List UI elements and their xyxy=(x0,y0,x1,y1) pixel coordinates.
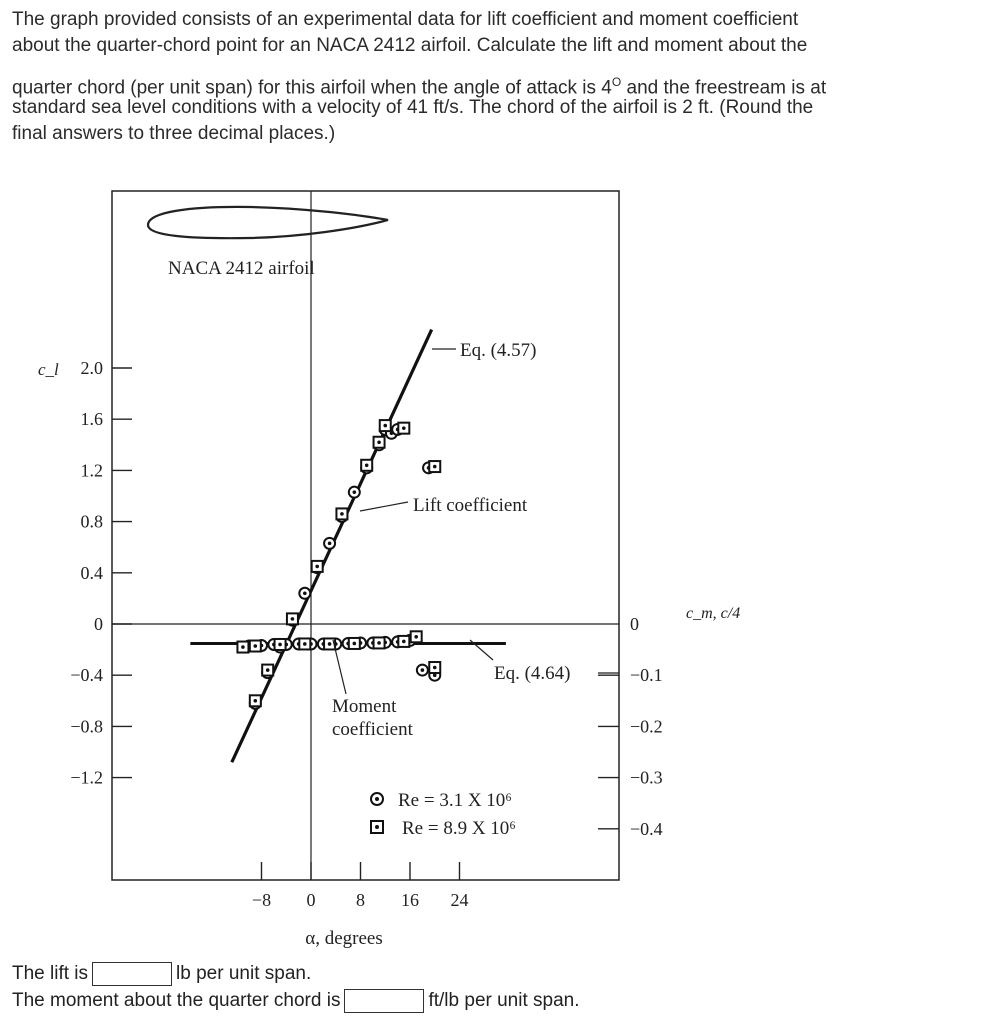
question-line-1: The graph provided consists of an experimental data for lift coefficient and moment coefficient xyxy=(12,9,799,30)
lift-eq-label: Eq. (4.57) xyxy=(460,340,537,361)
legend-marker-square xyxy=(371,821,383,833)
square-marker-cm xyxy=(374,637,385,648)
square-marker-cm xyxy=(429,662,440,673)
lift-answer-prefix: The lift is xyxy=(12,963,89,984)
plot-frame xyxy=(112,191,619,880)
left-axis-label: c_l xyxy=(38,360,59,379)
circle-marker-cl xyxy=(324,538,335,549)
lift-answer-input[interactable] xyxy=(92,962,172,986)
square-marker-cm xyxy=(275,639,286,650)
legend-label-re-8-9: Re = 8.9 X 10⁶ xyxy=(402,818,516,839)
question-line-3-main: quarter chord (per unit span) for this airfoil when the angle of attack is 4 xyxy=(12,77,612,99)
square-marker-cm xyxy=(237,642,248,653)
right-axis-label: c_m, c/4 xyxy=(686,605,741,622)
right-tick-label: −0.1 xyxy=(630,665,663,686)
chart-title: NACA 2412 airfoil xyxy=(168,258,315,279)
x-tick-label: 8 xyxy=(356,890,365,910)
moment-answer-prefix: The moment about the quarter chord is xyxy=(12,990,341,1011)
airfoil-shape xyxy=(148,207,388,238)
left-tick-label: 1.6 xyxy=(80,409,103,430)
square-marker-cm xyxy=(349,638,360,649)
square-marker-cl xyxy=(380,420,391,431)
moment-eq-label: Eq. (4.64) xyxy=(494,663,571,684)
moment-answer-input[interactable] xyxy=(344,989,424,1013)
question-line-2: about the quarter-chord point for an NACA 2412 airfoil. Calculate the lift and moment about the xyxy=(12,35,808,56)
moment-coefficient-label-1: Moment xyxy=(332,696,397,717)
right-tick-label: −0.3 xyxy=(630,767,663,788)
left-tick-label: 0.4 xyxy=(80,562,103,583)
lift-answer-row xyxy=(12,961,311,987)
x-tick-label: 16 xyxy=(401,890,419,910)
legend-label-re-3-1: Re = 3.1 X 10⁶ xyxy=(398,790,512,811)
square-marker-cm xyxy=(411,631,422,642)
question-line-4: standard sea level conditions with a velocity of 41 ft/s. The chord of the airfoil is 2 ft. (Round the xyxy=(12,97,814,118)
circle-marker-cm xyxy=(417,665,428,676)
circle-marker-cl xyxy=(349,487,360,498)
moment-coefficient-label-2: coefficient xyxy=(332,719,413,740)
question-line-5: final answers to three decimal places.) xyxy=(12,123,336,144)
left-tick-label: −0.4 xyxy=(70,665,103,686)
square-marker-cm xyxy=(299,638,310,649)
left-tick-label: 1.2 xyxy=(80,460,103,481)
moment-answer-suffix: ft/lb per unit span. xyxy=(428,990,580,1011)
square-marker-cl xyxy=(312,561,323,572)
x-tick-label: −8 xyxy=(251,890,272,910)
left-tick-label: 0 xyxy=(94,614,103,634)
left-tick-label: −0.8 xyxy=(70,716,103,737)
square-marker-cl xyxy=(429,461,440,472)
left-tick-label: 0.8 xyxy=(80,511,103,532)
lift-coefficient-leader xyxy=(360,502,408,511)
legend xyxy=(371,790,516,839)
square-marker-cl xyxy=(262,665,273,676)
square-marker-cm xyxy=(398,636,409,647)
x-axis-label: α, degrees xyxy=(305,928,383,949)
square-marker-cl xyxy=(250,695,261,706)
left-tick-label: 2.0 xyxy=(80,358,103,378)
right-axis-ticks xyxy=(598,614,663,839)
square-marker-cl xyxy=(374,437,385,448)
square-marker-cl xyxy=(336,508,347,519)
circle-marker-cl xyxy=(299,588,310,599)
legend-marker-circle xyxy=(371,793,383,805)
question-line-3-end: and the freestream is at xyxy=(621,77,827,99)
square-marker-cm xyxy=(250,641,261,652)
lift-answer-suffix: lb per unit span. xyxy=(176,963,312,984)
right-tick-label: 0 xyxy=(630,614,639,634)
left-axis-ticks xyxy=(70,358,132,788)
degree-symbol: O xyxy=(611,75,622,89)
x-axis-ticks xyxy=(252,862,469,910)
square-marker-cl xyxy=(361,460,372,471)
left-tick-label: −1.2 xyxy=(70,767,103,788)
x-tick-label: 24 xyxy=(450,890,469,910)
right-tick-label: −0.4 xyxy=(630,818,663,839)
right-tick-label: −0.2 xyxy=(630,716,663,737)
square-marker-cl xyxy=(398,423,409,434)
x-tick-label: 0 xyxy=(306,890,316,910)
moment-answer-row xyxy=(12,988,580,1014)
lift-coefficient-label: Lift coefficient xyxy=(413,495,528,516)
square-marker-cl xyxy=(287,613,298,624)
